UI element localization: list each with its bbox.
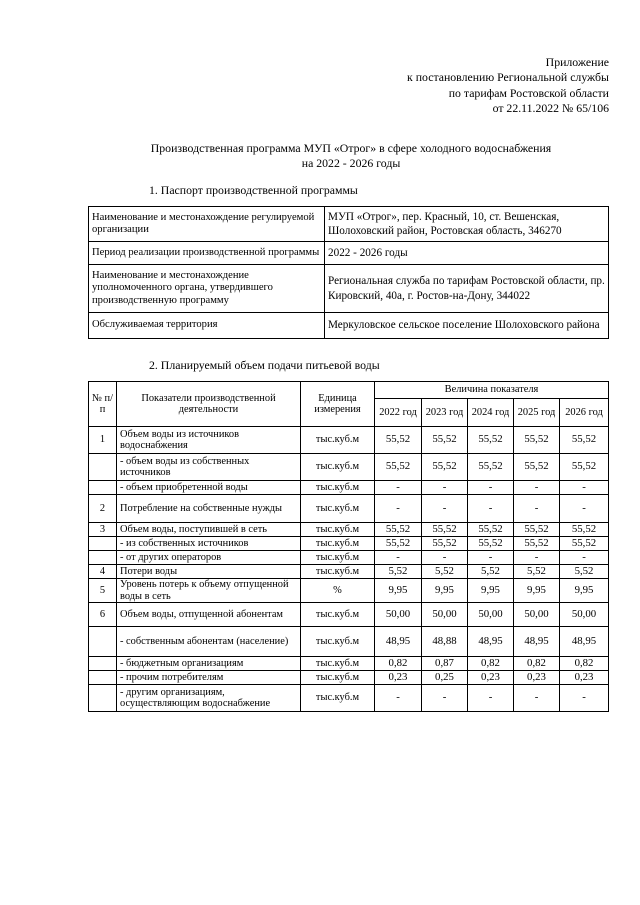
row-unit: тыс.куб.м <box>301 685 375 712</box>
passport-row <box>89 265 609 313</box>
header-year: 2023 год <box>422 399 468 427</box>
passport-value: Региональная служба по тарифам Ростовской области, пр. Кировский, 40а, г. Ростов-на-Дону, 344022 <box>325 265 609 313</box>
row-unit: % <box>301 579 375 603</box>
row-value: 0,82 <box>375 657 422 671</box>
row-value: - <box>560 551 609 565</box>
row-number: 4 <box>89 565 117 579</box>
row-indicator: - собственным абонентам (население) <box>117 627 301 657</box>
header-year: 2025 год <box>514 399 560 427</box>
row-indicator: - прочим потребителям <box>117 671 301 685</box>
row-number <box>89 454 117 481</box>
row-value: 48,95 <box>560 627 609 657</box>
table-row <box>89 427 609 454</box>
table-row <box>89 627 609 657</box>
row-number <box>89 671 117 685</box>
row-value: - <box>514 551 560 565</box>
row-value: 55,52 <box>560 427 609 454</box>
row-value: 0,23 <box>468 671 514 685</box>
row-indicator: - объем воды из собственных источников <box>117 454 301 481</box>
row-value: 0,25 <box>422 671 468 685</box>
row-value: 0,87 <box>422 657 468 671</box>
appendix-line: по тарифам Ростовской области <box>448 85 609 100</box>
row-number: 5 <box>89 579 117 603</box>
row-unit: тыс.куб.м <box>301 495 375 523</box>
row-indicator: Объем воды из источников водоснабжения <box>117 427 301 454</box>
row-value: - <box>468 685 514 712</box>
row-indicator: Потребление на собственные нужды <box>117 495 301 523</box>
row-value: - <box>375 685 422 712</box>
row-value: 55,52 <box>375 427 422 454</box>
row-unit: тыс.куб.м <box>301 657 375 671</box>
water-supply-plan-table <box>88 381 609 712</box>
row-value: 5,52 <box>560 565 609 579</box>
table-row <box>89 579 609 603</box>
section-2-heading: 2. Планируемый объем подачи питьевой воды <box>149 358 380 372</box>
row-indicator: - другим организациям, осуществляющим водоснабжение <box>117 685 301 712</box>
row-number <box>89 657 117 671</box>
row-value: - <box>514 481 560 495</box>
header-indicator: Показатели производственной деятельности <box>117 382 301 427</box>
row-number <box>89 537 117 551</box>
row-unit: тыс.куб.м <box>301 627 375 657</box>
row-indicator: Уровень потерь к объему отпущенной воды в сеть <box>117 579 301 603</box>
header-num: № п/п <box>89 382 117 427</box>
header-unit: Единица измерения <box>301 382 375 427</box>
document-title-line: на 2022 - 2026 годы <box>301 156 401 171</box>
row-value: 55,52 <box>422 454 468 481</box>
header-magnitude: Величина показателя <box>375 382 609 399</box>
row-value: 0,82 <box>514 657 560 671</box>
row-value: 55,52 <box>468 427 514 454</box>
row-indicator: - бюджетным организациям <box>117 657 301 671</box>
row-value: 55,52 <box>468 454 514 481</box>
row-value: 55,52 <box>514 427 560 454</box>
row-value: 9,95 <box>375 579 422 603</box>
row-number <box>89 627 117 657</box>
row-value: 0,23 <box>514 671 560 685</box>
appendix-date-line: от 22.11.2022 № 65/106 <box>492 100 609 115</box>
row-value: 55,52 <box>514 523 560 537</box>
row-value: 50,00 <box>468 603 514 627</box>
header-year: 2024 год <box>468 399 514 427</box>
document-title-line: Производственная программа МУП «Отрог» в сфере холодного водоснабжения <box>150 141 552 155</box>
table-row <box>89 537 609 551</box>
table-row <box>89 657 609 671</box>
row-value: 55,52 <box>375 454 422 481</box>
row-value: 55,52 <box>375 537 422 551</box>
section-1-heading: 1. Паспорт производственной программы <box>149 183 358 197</box>
row-value: 55,52 <box>560 523 609 537</box>
table-row <box>89 671 609 685</box>
appendix-block <box>407 55 609 116</box>
row-value: 9,95 <box>422 579 468 603</box>
table-row <box>89 495 609 523</box>
row-number <box>89 685 117 712</box>
passport-row <box>89 242 609 265</box>
passport-table <box>88 206 609 339</box>
row-value: - <box>514 495 560 523</box>
header-year: 2022 год <box>375 399 422 427</box>
row-indicator: - от других операторов <box>117 551 301 565</box>
passport-row <box>89 313 609 339</box>
row-value: 48,95 <box>375 627 422 657</box>
row-value: 5,52 <box>375 565 422 579</box>
row-number <box>89 551 117 565</box>
row-number: 6 <box>89 603 117 627</box>
row-value: 9,95 <box>560 579 609 603</box>
row-value: 5,52 <box>422 565 468 579</box>
row-value: 50,00 <box>514 603 560 627</box>
row-value: - <box>560 495 609 523</box>
row-unit: тыс.куб.м <box>301 565 375 579</box>
table-row <box>89 603 609 627</box>
row-value: - <box>468 495 514 523</box>
table-header-row <box>89 382 609 399</box>
row-value: 55,52 <box>514 454 560 481</box>
passport-row <box>89 207 609 242</box>
row-unit: тыс.куб.м <box>301 551 375 565</box>
table-row <box>89 685 609 712</box>
row-value: 48,95 <box>514 627 560 657</box>
row-value: 55,52 <box>468 523 514 537</box>
row-indicator: Объем воды, отпущенной абонентам <box>117 603 301 627</box>
row-value: 50,00 <box>375 603 422 627</box>
row-value: - <box>422 481 468 495</box>
table-row <box>89 454 609 481</box>
row-indicator: Потери воды <box>117 565 301 579</box>
row-value: 0,82 <box>468 657 514 671</box>
row-value: - <box>375 495 422 523</box>
row-indicator: Объем воды, поступившей в сеть <box>117 523 301 537</box>
row-value: 0,23 <box>560 671 609 685</box>
row-value: 50,00 <box>422 603 468 627</box>
row-value: 9,95 <box>514 579 560 603</box>
table-row <box>89 481 609 495</box>
row-value: - <box>422 495 468 523</box>
table-row <box>89 523 609 537</box>
row-value: 5,52 <box>468 565 514 579</box>
passport-label: Наименование и местонахождение уполномоченного органа, утвердившего производственную программу <box>89 265 325 313</box>
row-value: 55,52 <box>422 523 468 537</box>
row-unit: тыс.куб.м <box>301 523 375 537</box>
row-number: 2 <box>89 495 117 523</box>
table-row <box>89 551 609 565</box>
row-value: 55,52 <box>422 537 468 551</box>
row-value: 0,23 <box>375 671 422 685</box>
passport-value: 2022 - 2026 годы <box>325 242 609 265</box>
row-value: 9,95 <box>468 579 514 603</box>
row-value: - <box>468 551 514 565</box>
row-value: - <box>560 481 609 495</box>
passport-label: Обслуживаемая территория <box>89 313 325 339</box>
row-unit: тыс.куб.м <box>301 481 375 495</box>
row-value: - <box>560 685 609 712</box>
row-value: 48,88 <box>422 627 468 657</box>
row-value: 0,82 <box>560 657 609 671</box>
row-value: 55,52 <box>468 537 514 551</box>
row-value: 55,52 <box>560 454 609 481</box>
passport-label: Наименование и местонахождение регулируемой организации <box>89 207 325 242</box>
row-unit: тыс.куб.м <box>301 454 375 481</box>
appendix-line: к постановлению Региональной службы <box>407 70 609 85</box>
row-value: 50,00 <box>560 603 609 627</box>
row-unit: тыс.куб.м <box>301 603 375 627</box>
passport-value: Меркуловское сельское поселение Шолоховского района <box>325 313 609 339</box>
appendix-line: Приложение <box>545 55 609 69</box>
row-indicator: - из собственных источников <box>117 537 301 551</box>
passport-label: Период реализации производственной программы <box>89 242 325 265</box>
row-value: 55,52 <box>514 537 560 551</box>
row-value: - <box>422 685 468 712</box>
row-value: - <box>514 685 560 712</box>
row-value: 48,95 <box>468 627 514 657</box>
row-value: 55,52 <box>375 523 422 537</box>
row-value: - <box>422 551 468 565</box>
passport-value: МУП «Отрог», пер. Красный, 10, ст. Вешенская, Шолоховский район, Ростовская область, 346270 <box>325 207 609 242</box>
row-indicator: - объем приобретенной воды <box>117 481 301 495</box>
row-unit: тыс.куб.м <box>301 671 375 685</box>
table-row <box>89 565 609 579</box>
row-value: 55,52 <box>560 537 609 551</box>
document-title <box>60 141 640 172</box>
row-value: - <box>375 551 422 565</box>
row-unit: тыс.куб.м <box>301 537 375 551</box>
row-number <box>89 481 117 495</box>
row-value: 55,52 <box>422 427 468 454</box>
row-unit: тыс.куб.м <box>301 427 375 454</box>
row-value: - <box>468 481 514 495</box>
row-value: 5,52 <box>514 565 560 579</box>
row-number: 3 <box>89 523 117 537</box>
header-year: 2026 год <box>560 399 609 427</box>
row-value: - <box>375 481 422 495</box>
row-number: 1 <box>89 427 117 454</box>
